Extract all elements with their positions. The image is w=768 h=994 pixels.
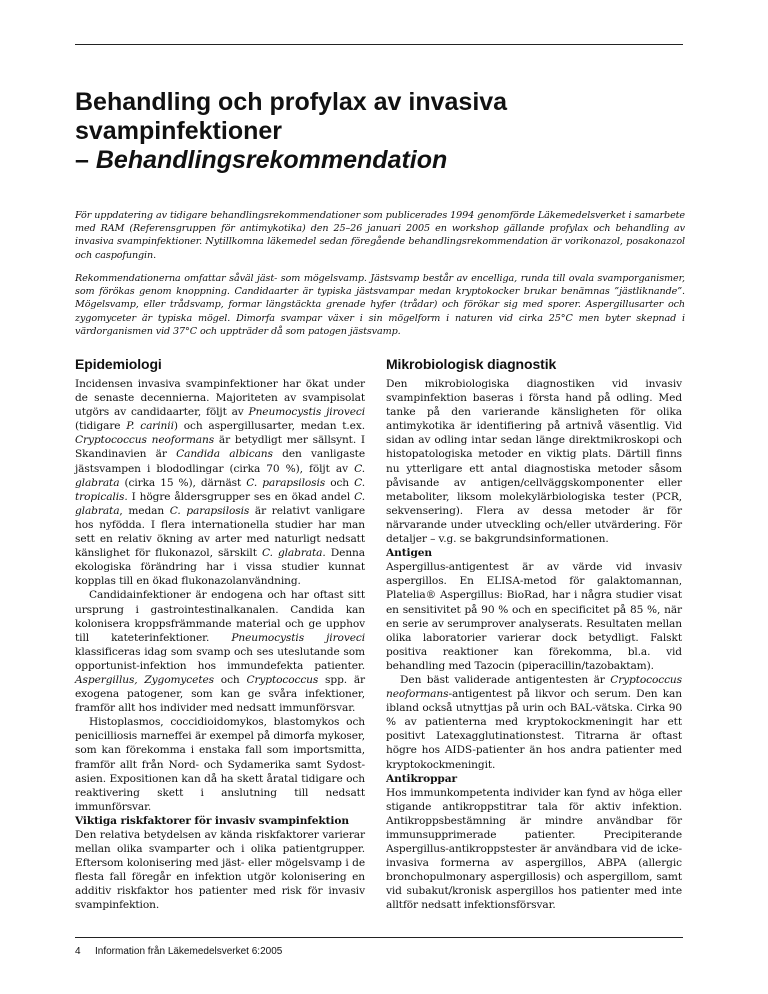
antikroppar-heading: Antikroppar: [386, 772, 457, 785]
mikrobiologisk-diagnostik-heading: Mikrobiologisk diagnostik: [386, 356, 557, 372]
text-run: klassificeras idag som svamp och ses uteslutande som opportunist-infektion hos immundefekta patienter.: [75, 645, 365, 672]
species-name: Cryptococcus: [246, 673, 319, 686]
text-run: och: [213, 673, 247, 686]
text-run: (tidigare: [75, 420, 127, 433]
antigen-paragraph-2: [386, 673, 682, 772]
species-name: Aspergillus, Zygomycetes: [75, 673, 214, 686]
text-run: . Denna ekologiska förändring har i vissa studier kunnat kopplas till en ökad flukonazolanvändning.: [75, 547, 365, 588]
text-run: (cirka 15 %), därnäst: [119, 476, 247, 489]
species-name: Pneumocystis jiroveci: [231, 631, 365, 644]
epidemiologi-heading: Epidemiologi: [75, 356, 162, 372]
page-title: [75, 88, 675, 175]
right-column: [386, 356, 682, 913]
intro-paragraph-2: Rekommendationerna omfattar såväl jäst- som mögelsvamp. Jästsvamp består av encelliga, runda till ovala svamporganismer, som förökas genom knoppning. Candidaarter är typiska jästsvampar medan kryptokocker brukar benämnas ”jästliknande”. Mögelsvamp, eller trådsvamp, formar längstäckta grenade hyfer (trådar) och förökar sig med sporer. Aspergillusarter och zygomyceter är typiska mögel. Dimorfa svampar växer i sin mögelform i naturen vid cirka 25°C men byter skepnad i värdorganismen vid 37°C och uppträder då som patogen jästsvamp.: [75, 273, 685, 337]
species-name: P. carinii: [126, 420, 174, 433]
top-rule: [75, 44, 683, 45]
epidemiologi-paragraph-1: [75, 377, 365, 588]
publication-name: Information från Läkemedelsverket 6:2005: [95, 946, 283, 957]
title-line-2: svampinfektioner: [75, 117, 283, 145]
text-run: den vanligaste jästsvampen i blododlingar (cirka 70 %), följt av: [75, 448, 366, 475]
species-name: C. parapsilosis: [246, 476, 326, 489]
intro-paragraph-1: För uppdatering av tidigare behandlingsrekommendationer som publicerades 1994 genomförde Läkemedelsverket i samarbete med RAM (Referensgruppen för antimykotika) den 25–26 januari 2005 en workshop gällande profylax och behandling av invasiva svampinfektioner. Nytillkomna läkemedel sedan föregående behandlingsrekommendation är vorikonazol, posakonazol och caspofungin.: [75, 210, 685, 261]
text-run: och: [325, 476, 355, 489]
species-name: Cryptococcus neoformans: [386, 673, 682, 701]
species-name: Pneumocystis jiroveci: [248, 406, 365, 419]
species-name: C. glabrata: [75, 462, 365, 489]
text-run: -antigentest på likvor och serum. Den kan ibland också utnyttjas på urin och BAL-vätska. Cirka 90 % av patienterna med kryptokockmeningit har ett positivt Latexagglutinationstest. Titrarna är oftast högre hos AIDS-patienter än hos andra patienter med kryptokockmeningit.: [386, 688, 682, 771]
text-run: . I högre åldersgrupper ses en ökad andel: [124, 490, 355, 503]
text-run: är relativt vanligare hos nyfödda. I flera internationella studier har man sett en relativ ökning av arter med naturligt nedsatt känslighet för flukonazol, särskilt: [75, 504, 365, 560]
text-run: Candidainfektioner är endogena och har oftast sitt ursprung i gastrointestinalkanalen. Candida kan kolonisera kroppsfrämmande material och ge upphov till kateterinfektioner.: [75, 589, 365, 644]
text-run: Den bäst validerade antigentesten är: [400, 673, 611, 686]
species-name: C. tropicalis: [75, 476, 365, 503]
antikroppar-paragraph: Hos immunkompetenta individer kan fynd av höga eller stigande antikroppstitrar tala för aktiv infektion. Antikroppsbestämning är mindre användbar för immunsupprimerade patienter. Precipiterande Aspergillus-antikroppstester är användbara vid de icke-invasiva formerna av aspergillos, ABPA (allergic bronchopulmonary aspergillosis) och aspergillom, samt vid subakut/kronisk aspergillos hos patienter med inte alltför nedsatt infektionsförsvar.: [386, 786, 682, 912]
riskfaktorer-heading: Viktiga riskfaktorer för invasiv svampinfektion: [75, 814, 349, 827]
bottom-rule: [75, 937, 683, 938]
species-name: C. glabrata: [261, 547, 323, 560]
subtitle-text: Behandlingsrekommendation: [95, 146, 448, 174]
epidemiologi-paragraph-2: [75, 588, 365, 715]
text-run: ) och aspergillusarter, medan t.ex.: [173, 420, 365, 433]
antigen-heading: Antigen: [386, 547, 432, 560]
left-column: [75, 356, 365, 913]
species-name: Cryptococcus neoformans: [75, 434, 215, 447]
species-name: C. parapsilosis: [169, 504, 250, 517]
text-run: spp. är exogena patogener, som kan ge svåra infektioner, framför allt hos individer med nedsatt immunförsvar.: [75, 673, 366, 715]
species-name: Candida albicans: [176, 448, 273, 461]
text-run: Incidensen invasiva svampinfektioner har ökat under de senaste decennierna. Majoriteten av svampisolat utgörs av candidaarter, följt av: [75, 378, 365, 419]
riskfaktorer-paragraph: Den relativa betydelsen av kända riskfaktorer varierar mellan olika svamparter och i olika patientgrupper. Eftersom kolonisering med jäst- eller mögelsvamp i de flesta fall föregår en infektion utgör kolonisering en additiv riskfaktor hos patienter med risk för invasiv svampinfektion.: [75, 829, 365, 912]
diagnostik-paragraph: Den mikrobiologiska diagnostiken vid invasiv svampinfektion baseras i första hand på odling. Med tanke på den varierande känsligheten för olika antimykotika är identifiering på artnivå väsentlig. Vid sidan av odling intar sedan länge direktmikroskopi och histopatologiska metoder en viktig plats. Därtill finns nu ytterligare ett antal diagnostiska metoder såsom påvisande av antigen/cellväggskomponenter eller metaboliter, liksom molekylärbiologiska tester (PCR, sekvensering). Flera av dessa metoder är för närvarande under utveckling och/eller utvärdering. För detaljer – v.g. se bakgrundsinformationen.: [386, 378, 682, 546]
subtitle: [75, 146, 675, 175]
title-line-1: Behandling och profylax av invasiva: [75, 88, 508, 116]
subtitle-dash: –: [75, 146, 96, 174]
page-footer: [75, 946, 282, 958]
epidemiologi-paragraph-3: Histoplasmos, coccidioidomykos, blastomykos och penicilliosis marneffei är exempel på dimorfa mykoser, som kan förekomma i enstaka fall som importsmitta, framför allt från Nord- och Sydamerika samt Sydost-asien. Expositionen kan då ha skett åratal tidigare och reaktivering skett i anslutning till nedsatt immunförsvar.: [75, 716, 365, 813]
species-name: C. glabrata: [75, 490, 365, 517]
text-run: är betydligt mer sällsynt. I Skandinavien är: [75, 434, 366, 461]
antigen-paragraph-1: Aspergillus-antigentest är av värde vid invasiv aspergillos. En ELISA-metod för galaktomannan, Platelia® Aspergillus: BioRad, har i några studier visat en sensitivitet på 90 % och en specificitet på 85 %, när en serie av serumprover analyserats. Resultaten mellan olika laboratorier varierar dock betydligt. Falskt positiva reaktioner kan förekomma, bl.a. vid behandling med Tazocin (piperacillin/tazobaktam).: [386, 561, 682, 672]
text-run: , medan: [119, 504, 170, 517]
page-number: 4: [75, 946, 81, 957]
